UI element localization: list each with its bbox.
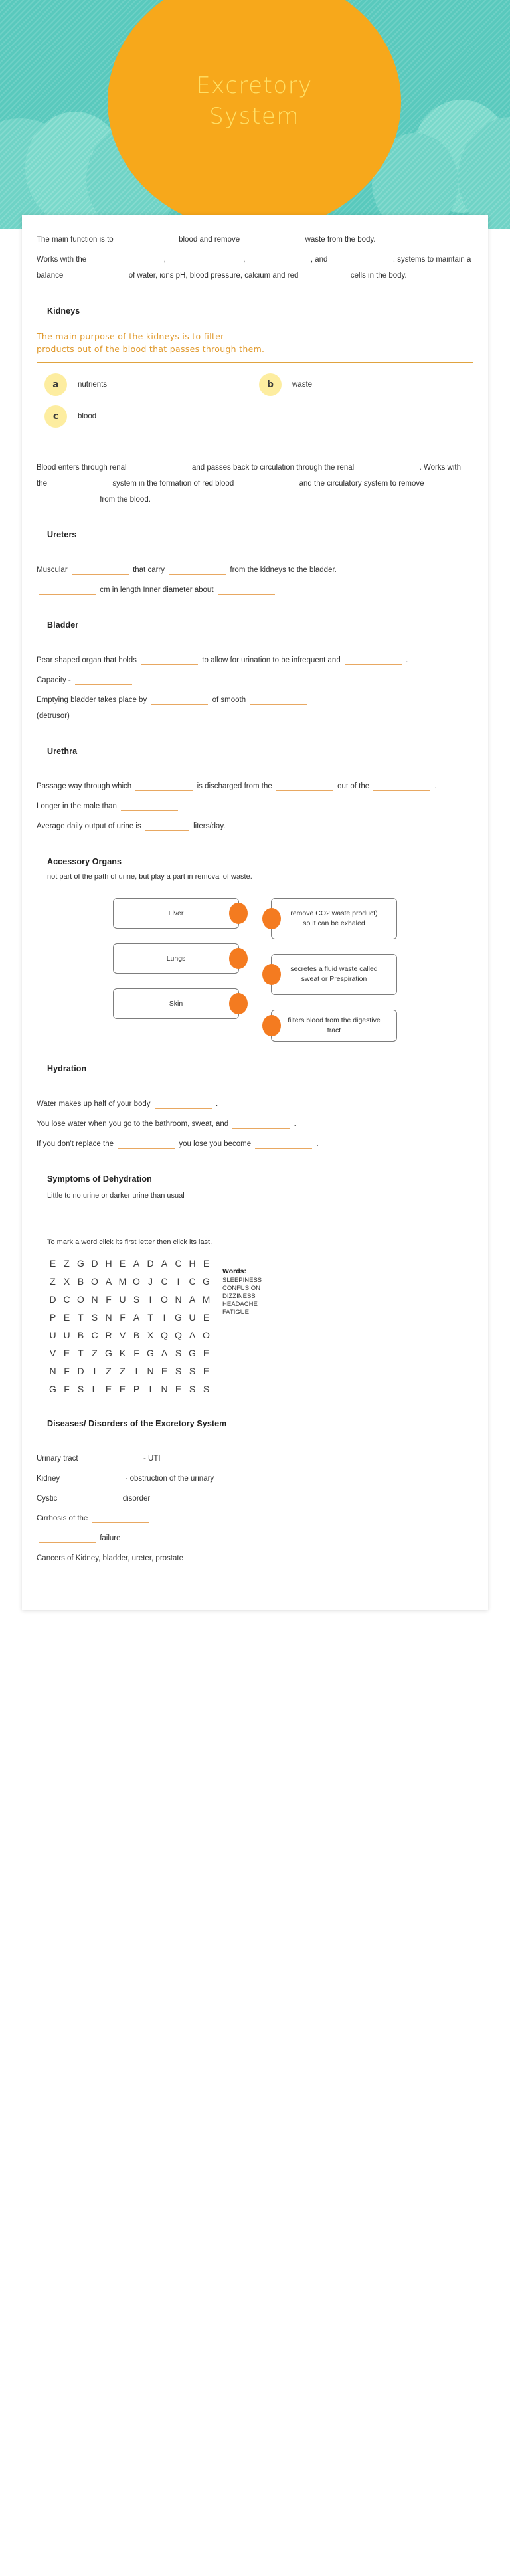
intro-sep-1: , [163, 256, 166, 264]
diseases-line-2 [37, 1471, 473, 1487]
blank-input[interactable] [244, 234, 301, 244]
wordsearch-cell[interactable]: Z [50, 1276, 56, 1287]
hydration-text-2b: . [294, 1120, 296, 1128]
hydration-text-1a: Water makes up half of your body [37, 1100, 151, 1108]
wordsearch-cell[interactable]: Z [120, 1366, 126, 1376]
spacer [37, 756, 473, 779]
kidneys-text-a: Blood enters through renal [37, 464, 127, 472]
choice-option-c[interactable] [44, 405, 259, 428]
wordsearch-cell[interactable]: E [203, 1312, 210, 1323]
intro-text-2c: . systems to maintain a balance [37, 256, 471, 280]
urethra-paragraph-1 [37, 779, 473, 794]
wordsearch-cell[interactable]: Z [64, 1258, 70, 1269]
blank-input[interactable] [62, 1493, 119, 1503]
choice-letter-bubble[interactable]: a [44, 373, 67, 396]
wordsearch-cell[interactable]: F [64, 1366, 70, 1376]
wordsearch-cell[interactable]: O [133, 1276, 140, 1287]
wordsearch-cell[interactable]: E [119, 1384, 126, 1394]
choice-label: blood [78, 413, 97, 420]
wordsearch-cell[interactable]: J [148, 1276, 153, 1287]
blank-input[interactable] [155, 1099, 212, 1109]
wordsearch-cell[interactable]: N [49, 1366, 56, 1376]
wordsearch-cell[interactable]: H [189, 1258, 196, 1269]
blank-input[interactable] [90, 254, 159, 264]
wordsearch-cell[interactable]: X [63, 1276, 70, 1287]
blank-input[interactable] [72, 565, 129, 575]
blank-input[interactable] [238, 478, 295, 488]
match-item-left[interactable] [113, 988, 239, 1019]
wordsearch-words-heading: Words: [222, 1267, 246, 1275]
bladder-text-2b: of smooth [212, 696, 246, 704]
kidneys-question [37, 330, 473, 363]
urethra-text-c: out of the [337, 782, 370, 790]
wordsearch-cell[interactable]: M [202, 1294, 211, 1305]
section-heading-urethra: Urethra [47, 747, 78, 756]
wordsearch-cell[interactable]: S [175, 1366, 182, 1376]
spacer [37, 1428, 473, 1451]
wordsearch-cell[interactable]: S [91, 1312, 98, 1323]
wordsearch-cell[interactable]: T [78, 1348, 84, 1358]
wordsearch-cell[interactable]: E [203, 1258, 210, 1269]
blank-input[interactable] [82, 1453, 139, 1463]
wordsearch-cell[interactable]: I [93, 1366, 96, 1376]
diseases-line-1 [37, 1451, 473, 1467]
blank-input[interactable] [39, 585, 96, 595]
wordsearch-cell[interactable]: S [189, 1366, 196, 1376]
wordsearch-cell[interactable]: G [147, 1348, 154, 1358]
diseases-text-1b: - UTI [143, 1455, 161, 1463]
match-connector-dot[interactable] [229, 948, 248, 969]
wordsearch-cell[interactable]: N [147, 1366, 154, 1376]
urethra-text-b: is discharged from the [197, 782, 272, 790]
hydration-text-3a: If you don't replace the [37, 1140, 114, 1148]
blank-input[interactable] [145, 821, 189, 831]
wordsearch-cell[interactable]: A [133, 1312, 140, 1323]
blank-input[interactable] [51, 478, 108, 488]
wordsearch-cell[interactable]: E [161, 1366, 168, 1376]
bladder-text-2c: (detrusor) [37, 712, 70, 720]
bladder-paragraph-2 [37, 692, 473, 724]
accessory-subtitle: not part of the path of urine, but play a part in removal of waste. [47, 873, 252, 881]
wordsearch-cell[interactable]: U [119, 1294, 126, 1305]
wordsearch-word: CONFUSION [222, 1285, 260, 1292]
blank-input[interactable] [358, 462, 415, 472]
match-item-right[interactable] [271, 1010, 397, 1042]
wordsearch-cell[interactable]: E [63, 1312, 70, 1323]
intro-text-2e: cells in the body. [350, 272, 407, 280]
wordsearch-word: SLEEPINESS [222, 1277, 262, 1284]
section-heading-symptoms: Symptoms of Dehydration [47, 1174, 152, 1184]
wordsearch-cell[interactable]: C [175, 1258, 182, 1269]
diseases-line-4 [37, 1511, 473, 1526]
choice-label: nutrients [78, 381, 108, 389]
urethra-paragraph-3 [37, 818, 473, 834]
diseases-text-4a: Cirrhosis of the [37, 1515, 88, 1522]
blank-input[interactable] [332, 254, 389, 264]
blank-input[interactable] [39, 494, 96, 504]
spacer [37, 630, 473, 652]
blank-input[interactable] [121, 801, 178, 811]
hydration-text-3c: . [316, 1140, 319, 1148]
blank-input[interactable] [75, 675, 132, 685]
wordsearch-cell[interactable]: A [161, 1348, 168, 1358]
ureters-text-a: Muscular [37, 566, 68, 574]
wordsearch-cell[interactable]: I [149, 1294, 152, 1305]
wordsearch-word: DIZZINESS [222, 1293, 256, 1300]
blank-input[interactable] [68, 270, 125, 280]
hero-banner [0, 0, 510, 229]
match-item-right[interactable] [271, 954, 397, 995]
diseases-line-3 [37, 1491, 473, 1507]
wordsearch-cell[interactable]: U [63, 1330, 70, 1340]
blank-input[interactable] [118, 234, 175, 244]
intro-text-2d: of water, ions pH, blood pressure, calcium and red [128, 272, 299, 280]
blank-input[interactable] [276, 781, 333, 791]
intro-paragraph-2 [37, 252, 473, 284]
diseases-text-6a: Cancers of Kidney, bladder, ureter, prostate [37, 1554, 183, 1562]
wordsearch-cell[interactable]: C [63, 1294, 70, 1305]
diseases-text-2a: Kidney [37, 1475, 60, 1483]
wordsearch-cell[interactable]: T [147, 1312, 153, 1323]
wordsearch-cell[interactable]: G [49, 1384, 56, 1394]
wordsearch-cell[interactable]: G [203, 1276, 210, 1287]
match-connector-dot[interactable] [229, 903, 248, 924]
page-title-line-2: System [209, 103, 299, 130]
blank-input[interactable] [169, 565, 226, 575]
diseases-text-2b: - obstruction of the urinary [125, 1475, 214, 1483]
match-connector-dot[interactable] [262, 964, 281, 985]
wordsearch-cell[interactable]: A [133, 1258, 140, 1269]
ureters-text-c: from the kidneys to the bladder. [230, 566, 337, 574]
spacer [37, 1205, 473, 1228]
match-item-left[interactable] [113, 898, 239, 929]
urethra-text-a: Passage way through which [37, 782, 132, 790]
wordsearch-cell[interactable]: M [118, 1276, 127, 1287]
urethra-text-3a: Average daily output of urine is [37, 822, 141, 830]
urethra-text-d: . [434, 782, 437, 790]
wordsearch-cell[interactable]: G [77, 1258, 84, 1269]
wordsearch-cell[interactable]: Q [175, 1330, 182, 1340]
diseases-text-1a: Urinary tract [37, 1455, 78, 1463]
wordsearch-cell[interactable]: O [77, 1294, 84, 1305]
wordsearch-cell[interactable]: S [175, 1348, 182, 1358]
blank-input[interactable] [218, 585, 275, 595]
hydration-line-1 [37, 1096, 473, 1112]
wordsearch-cell[interactable]: Z [106, 1366, 112, 1376]
match-connector-dot[interactable] [262, 908, 281, 929]
wordsearch-cell[interactable]: N [161, 1384, 168, 1394]
match-connector-dot[interactable] [262, 1015, 281, 1036]
match-label: Lungs [166, 954, 186, 963]
matching-left-column [113, 898, 239, 1042]
choice-option-a[interactable] [44, 373, 259, 396]
match-label: filters blood from the digestive tract [288, 1016, 381, 1034]
hydration-line-2 [37, 1116, 473, 1132]
kidneys-question-line-1: The main purpose of the kidneys is to filter _______ [37, 331, 258, 341]
symptoms-line: Little to no urine or darker urine than usual [47, 1192, 185, 1200]
kidneys-paragraph [37, 460, 473, 507]
wordsearch-cell[interactable]: Z [92, 1348, 98, 1358]
wordsearch-cell[interactable]: E [49, 1258, 56, 1269]
wordsearch-cell[interactable]: B [77, 1276, 84, 1287]
blank-input[interactable] [250, 695, 307, 705]
wordsearch-cell[interactable]: U [49, 1330, 56, 1340]
diseases-line-6 [37, 1550, 473, 1566]
blank-input[interactable] [218, 1473, 275, 1483]
intro-text-c: waste from the body. [305, 236, 376, 244]
page-title-line-1: Excretory [196, 72, 313, 100]
intro-text-2a: Works with the [37, 256, 87, 264]
intro-sep-2: , [243, 256, 246, 264]
kidneys-text-f: from the blood. [100, 496, 151, 504]
hydration-text-3b: you lose you become [179, 1140, 252, 1148]
wordsearch-cell[interactable]: E [105, 1384, 112, 1394]
spacer [37, 437, 473, 460]
blank-input[interactable] [92, 1513, 149, 1523]
wordsearch-cell[interactable]: U [189, 1312, 196, 1323]
wordsearch-cell[interactable]: E [203, 1348, 210, 1358]
wordsearch-grid[interactable] [46, 1258, 213, 1396]
urethra-text-2a: Longer in the male than [37, 802, 117, 810]
match-label: Skin [169, 999, 183, 1008]
wordsearch-cell[interactable]: T [78, 1312, 84, 1323]
wordsearch-cell[interactable]: F [133, 1348, 139, 1358]
wordsearch-cell[interactable]: F [106, 1294, 112, 1305]
matching-right-column [271, 898, 397, 1042]
urethra-text-3b: liters/day. [193, 822, 226, 830]
hydration-text-2a: You lose water when you go to the bathroom, sweat, and [37, 1120, 229, 1128]
urethra-paragraph-2 [37, 798, 473, 814]
blank-input[interactable] [64, 1473, 121, 1483]
section-heading-ureters: Ureters [47, 530, 77, 539]
ureters-text-2a: cm in length Inner diameter about [100, 586, 214, 594]
choice-letter-bubble[interactable]: b [259, 373, 282, 396]
section-heading-hydration: Hydration [47, 1064, 87, 1073]
wordsearch-cell[interactable]: O [161, 1294, 168, 1305]
ureters-paragraph-1 [37, 562, 473, 578]
wordsearch-cell[interactable]: A [189, 1330, 196, 1340]
wordsearch-cell[interactable]: R [105, 1330, 112, 1340]
blank-input[interactable] [151, 695, 208, 705]
wordsearch-cell[interactable]: L [92, 1384, 98, 1394]
wordsearch-cell[interactable]: S [77, 1384, 84, 1394]
blank-input[interactable] [303, 270, 347, 280]
bladder-capacity-label: Capacity - [37, 676, 71, 684]
intro-text-a: The main function is to [37, 236, 114, 244]
blank-input[interactable] [39, 1533, 96, 1543]
section-heading-bladder: Bladder [47, 620, 79, 630]
wordsearch-cell[interactable]: D [147, 1258, 154, 1269]
wordsearch-cell[interactable]: N [105, 1312, 112, 1323]
blank-input[interactable] [141, 655, 198, 665]
blank-input[interactable] [131, 462, 188, 472]
wordsearch-cell[interactable]: I [177, 1276, 180, 1287]
choice-option-b[interactable] [259, 373, 473, 396]
section-heading-accessory-organs: Accessory Organs [47, 857, 122, 866]
wordsearch-cell[interactable]: S [133, 1294, 140, 1305]
wordsearch-cell[interactable]: B [77, 1330, 84, 1340]
blank-input[interactable] [118, 1139, 175, 1149]
ureters-text-b: that carry [133, 566, 165, 574]
blank-input[interactable] [250, 254, 307, 264]
wordsearch-cell[interactable]: N [91, 1294, 98, 1305]
wordsearch-word: FATIGUE [222, 1309, 249, 1316]
hydration-text-1b: . [215, 1100, 218, 1108]
wordsearch-cell[interactable]: G [105, 1348, 112, 1358]
worksheet-card [22, 215, 488, 1610]
wordsearch-cell[interactable]: K [119, 1348, 126, 1358]
bladder-text-b: to allow for urination to be infrequent and [202, 656, 341, 664]
match-label: remove CO2 waste product) so it can be exhaled [290, 909, 378, 927]
intro-paragraph-1 [37, 232, 473, 248]
wordsearch-cell[interactable]: A [105, 1276, 112, 1287]
wordsearch-word-list [222, 1267, 262, 1317]
blank-input[interactable] [345, 655, 402, 665]
wordsearch-cell[interactable]: N [175, 1294, 182, 1305]
ureters-paragraph-2 [37, 582, 473, 598]
blank-input[interactable] [170, 254, 239, 264]
section-heading-diseases: Diseases/ Disorders of the Excretory System [47, 1419, 227, 1428]
kidneys-text-e: and the circulatory system to remove [299, 480, 424, 488]
matching-exercise [37, 898, 473, 1042]
kidneys-text-c: . Works with the [37, 464, 461, 488]
bladder-text-2a: Emptying bladder takes place by [37, 696, 147, 704]
wordsearch-cell[interactable]: I [149, 1384, 152, 1394]
wordsearch-cell[interactable]: G [175, 1312, 182, 1323]
intro-text-b: blood and remove [179, 236, 240, 244]
wordsearch-cell[interactable]: I [135, 1366, 138, 1376]
wordsearch-cell[interactable]: F [120, 1312, 126, 1323]
diseases-line-5 [37, 1530, 473, 1546]
wordsearch-cell[interactable]: H [105, 1258, 112, 1269]
wordsearch-cell[interactable]: E [63, 1348, 70, 1358]
wordsearch-cell[interactable]: A [161, 1258, 168, 1269]
match-item-right[interactable] [271, 898, 397, 939]
wordsearch-cell[interactable]: E [203, 1366, 210, 1376]
match-label: Liver [168, 909, 184, 917]
kidneys-choices [44, 373, 473, 437]
blank-input[interactable] [255, 1139, 312, 1149]
bladder-text-c: . [406, 656, 408, 664]
wordsearch-cell[interactable]: D [77, 1366, 84, 1376]
choice-label: waste [292, 381, 313, 389]
bladder-capacity [37, 672, 473, 688]
blank-input[interactable] [373, 781, 430, 791]
wordsearch-word: HEADACHE [222, 1301, 258, 1308]
wordsearch-cell[interactable]: P [133, 1384, 140, 1394]
spacer [37, 1073, 473, 1096]
blank-input[interactable] [135, 781, 193, 791]
diseases-text-5a: failure [100, 1534, 121, 1542]
wordsearch-cell[interactable]: B [133, 1330, 140, 1340]
wordsearch-cell[interactable]: S [203, 1384, 210, 1394]
blank-input[interactable] [232, 1119, 290, 1129]
wordsearch-cell[interactable]: X [147, 1330, 154, 1340]
kidneys-question-line-2: products out of the blood that passes through them. [37, 344, 265, 354]
wordsearch-cell[interactable]: E [175, 1384, 182, 1394]
wordsearch-cell[interactable]: O [203, 1330, 210, 1340]
bladder-paragraph-1 [37, 652, 473, 668]
section-heading-kidneys: Kidneys [47, 306, 80, 316]
wordsearch-cell[interactable]: I [163, 1312, 166, 1323]
kidneys-text-b: and passes back to circulation through the renal [191, 464, 355, 472]
intro-text-2b: , and [310, 256, 328, 264]
wordsearch-cell[interactable]: O [91, 1276, 98, 1287]
match-item-left[interactable] [113, 943, 239, 974]
wordsearch-cell[interactable]: Q [161, 1330, 168, 1340]
wordsearch-cell[interactable]: V [49, 1348, 56, 1358]
hydration-line-3 [37, 1136, 473, 1152]
wordsearch-cell[interactable]: D [49, 1294, 56, 1305]
wordsearch-cell[interactable]: V [119, 1330, 126, 1340]
wordsearch-cell[interactable]: C [91, 1330, 98, 1340]
wordsearch-cell[interactable]: G [189, 1348, 196, 1358]
page-title [108, 0, 401, 229]
kidneys-text-d: system in the formation of red blood [112, 480, 234, 488]
choice-letter-bubble[interactable]: c [44, 405, 67, 428]
wordsearch-cell[interactable]: P [49, 1312, 56, 1323]
wordsearch-cell[interactable]: D [91, 1258, 98, 1269]
diseases-text-3b: disorder [122, 1495, 151, 1503]
spacer [37, 539, 473, 562]
match-label: secretes a fluid waste called sweat or Prespiration [290, 965, 378, 983]
wordsearch-instruction: To mark a word click its first letter then click its last. [47, 1238, 212, 1246]
wordsearch-cell[interactable]: A [189, 1294, 196, 1305]
wordsearch-cell[interactable]: F [64, 1384, 70, 1394]
wordsearch-cell[interactable]: E [119, 1258, 126, 1269]
wordsearch-cell[interactable]: S [189, 1384, 196, 1394]
wordsearch [37, 1258, 473, 1396]
match-connector-dot[interactable] [229, 993, 248, 1014]
wordsearch-cell[interactable]: C [189, 1276, 196, 1287]
bladder-text-a: Pear shaped organ that holds [37, 656, 137, 664]
diseases-text-3a: Cystic [37, 1495, 58, 1503]
wordsearch-cell[interactable]: C [161, 1276, 168, 1287]
